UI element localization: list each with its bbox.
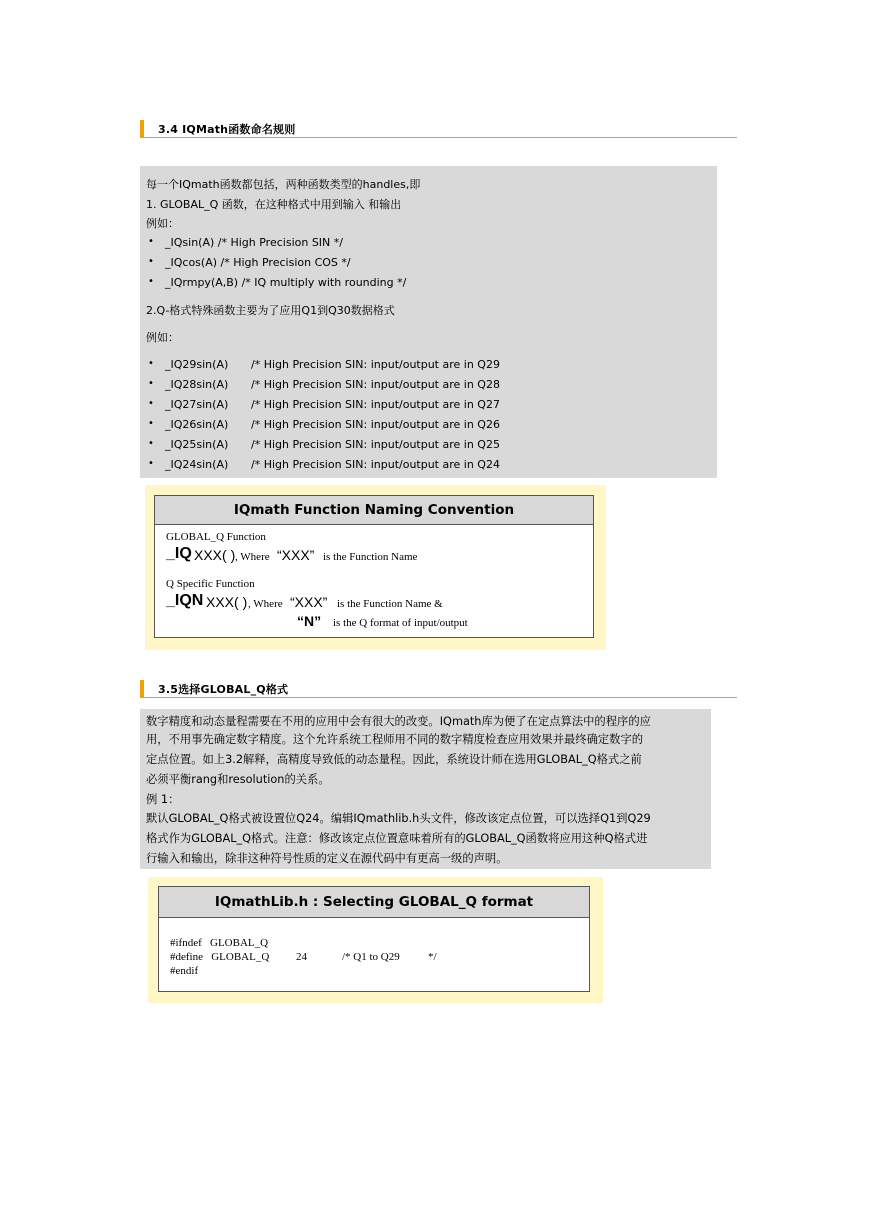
q-specific-prefix: _IQN: [166, 592, 204, 609]
bullet-icon: •: [148, 276, 154, 287]
figure-title: IQmathLib.h : Selecting GLOBAL_Q format: [159, 887, 589, 918]
example-comment: /* High Precision SIN: input/output are in Q26: [251, 418, 500, 431]
code-line-define: #define GLOBAL_Q: [170, 951, 270, 963]
paragraph-line: 1. GLOBAL_Q 函数，在这种格式中用到输入 和输出: [146, 198, 402, 211]
q-specific-label: Q Specific Function: [166, 578, 255, 590]
paragraph-line: 默认GLOBAL_Q格式被设置位Q24。编辑IQmathlib.h头文件，修改该定点位置，可以选择Q1到Q29: [146, 812, 651, 825]
example-func: _IQ27sin(A): [165, 398, 229, 411]
code-define-value: 24: [296, 951, 307, 963]
q-specific-desc: is the Function Name &: [337, 598, 443, 610]
section-3-4-content: [140, 166, 717, 478]
section-heading-text: 3.5选择GLOBAL_Q格式: [158, 683, 289, 696]
global-q-label: GLOBAL_Q Function: [166, 531, 266, 543]
paragraph-line: 用，不用事先确定数字精度。这个允许系统工程师用不同的数字精度检查应用效果并最终确定数字的: [146, 733, 644, 746]
example-func: _IQ25sin(A): [165, 438, 229, 451]
code-define-comment-end: */: [428, 951, 437, 963]
paragraph-line: 必须平衡rang和resolution的关系。: [146, 773, 330, 786]
list-item: _IQrmpy(A,B) /* IQ multiply with rounding */: [165, 276, 407, 289]
q-specific-where: , Where: [248, 598, 283, 610]
bullet-icon: •: [148, 256, 154, 267]
example-func: _IQ29sin(A): [165, 358, 229, 371]
code-line-ifndef: #ifndef GLOBAL_Q: [170, 937, 269, 949]
figure-global-q-format: [148, 877, 603, 1003]
example-comment: /* High Precision SIN: input/output are in Q28: [251, 378, 500, 391]
paragraph-line: 2.Q-格式特殊函数主要为了应用Q1到Q30数据格式: [146, 304, 395, 317]
code-line-endif: #endif: [170, 965, 199, 977]
paragraph-line: 定点位置。如上3.2解释，高精度导致低的动态量程。因此，系统设计师在选用GLOBAL_Q格式之前: [146, 753, 642, 766]
bullet-icon: •: [148, 358, 154, 369]
list-item: _IQcos(A) /* High Precision COS */: [165, 256, 351, 269]
section-heading-text: 3.4 IQMath函数命名规则: [158, 123, 296, 136]
bullet-icon: •: [148, 438, 154, 449]
paragraph-line: 行输入和输出，除非这种符号性质的定义在源代码中有更高一级的声明。: [146, 852, 508, 865]
paragraph-line: 格式作为GLOBAL_Q格式。注意：修改该定点位置意味着所有的GLOBAL_Q函数将应用这种Q格式进: [146, 832, 648, 845]
list-item: _IQsin(A) /* High Precision SIN */: [165, 236, 343, 249]
global-q-quoted: “XXX”: [277, 547, 315, 563]
example-func: _IQ26sin(A): [165, 418, 229, 431]
paragraph-line: 每一个IQmath函数都包括，两种函数类型的handles,即: [146, 178, 421, 191]
bullet-icon: •: [148, 378, 154, 389]
paragraph-line: 例 1：: [146, 793, 180, 806]
code-define-comment: /* Q1 to Q29: [342, 951, 400, 963]
section-heading-3-5: [140, 680, 737, 698]
global-q-xxx: XXX( ): [194, 547, 236, 563]
example-func: _IQ28sin(A): [165, 378, 229, 391]
section-heading-3-4: [140, 120, 737, 138]
example-comment: /* High Precision SIN: input/output are in Q25: [251, 438, 500, 451]
global-q-where: , Where: [235, 551, 270, 563]
figure-panel: [158, 886, 590, 992]
q-specific-xxx: XXX( ): [206, 594, 248, 610]
example-comment: /* High Precision SIN: input/output are in Q27: [251, 398, 500, 411]
n-quoted: “N”: [297, 613, 322, 629]
q-specific-quoted: “XXX”: [290, 594, 328, 610]
paragraph-line: 例如：: [146, 217, 179, 230]
bullet-icon: •: [148, 236, 154, 247]
global-q-prefix: _IQ: [166, 545, 192, 562]
figure-naming-convention: [145, 485, 606, 650]
bullet-icon: •: [148, 398, 154, 409]
section-3-5-content: [140, 709, 711, 869]
paragraph-line: 数字精度和动态量程需要在不用的应用中会有很大的改变。IQmath库为便了在定点算法中的程序的应: [146, 715, 651, 728]
example-func: _IQ24sin(A): [165, 458, 229, 471]
bullet-icon: •: [148, 458, 154, 469]
bullet-icon: •: [148, 418, 154, 429]
n-desc: is the Q format of input/output: [333, 617, 468, 629]
paragraph-line: 例如：: [146, 331, 179, 344]
figure-title: IQmath Function Naming Convention: [155, 496, 593, 525]
global-q-desc: is the Function Name: [323, 551, 418, 563]
example-comment: /* High Precision SIN: input/output are in Q24: [251, 458, 500, 471]
example-comment: /* High Precision SIN: input/output are in Q29: [251, 358, 500, 371]
figure-panel: [154, 495, 594, 638]
